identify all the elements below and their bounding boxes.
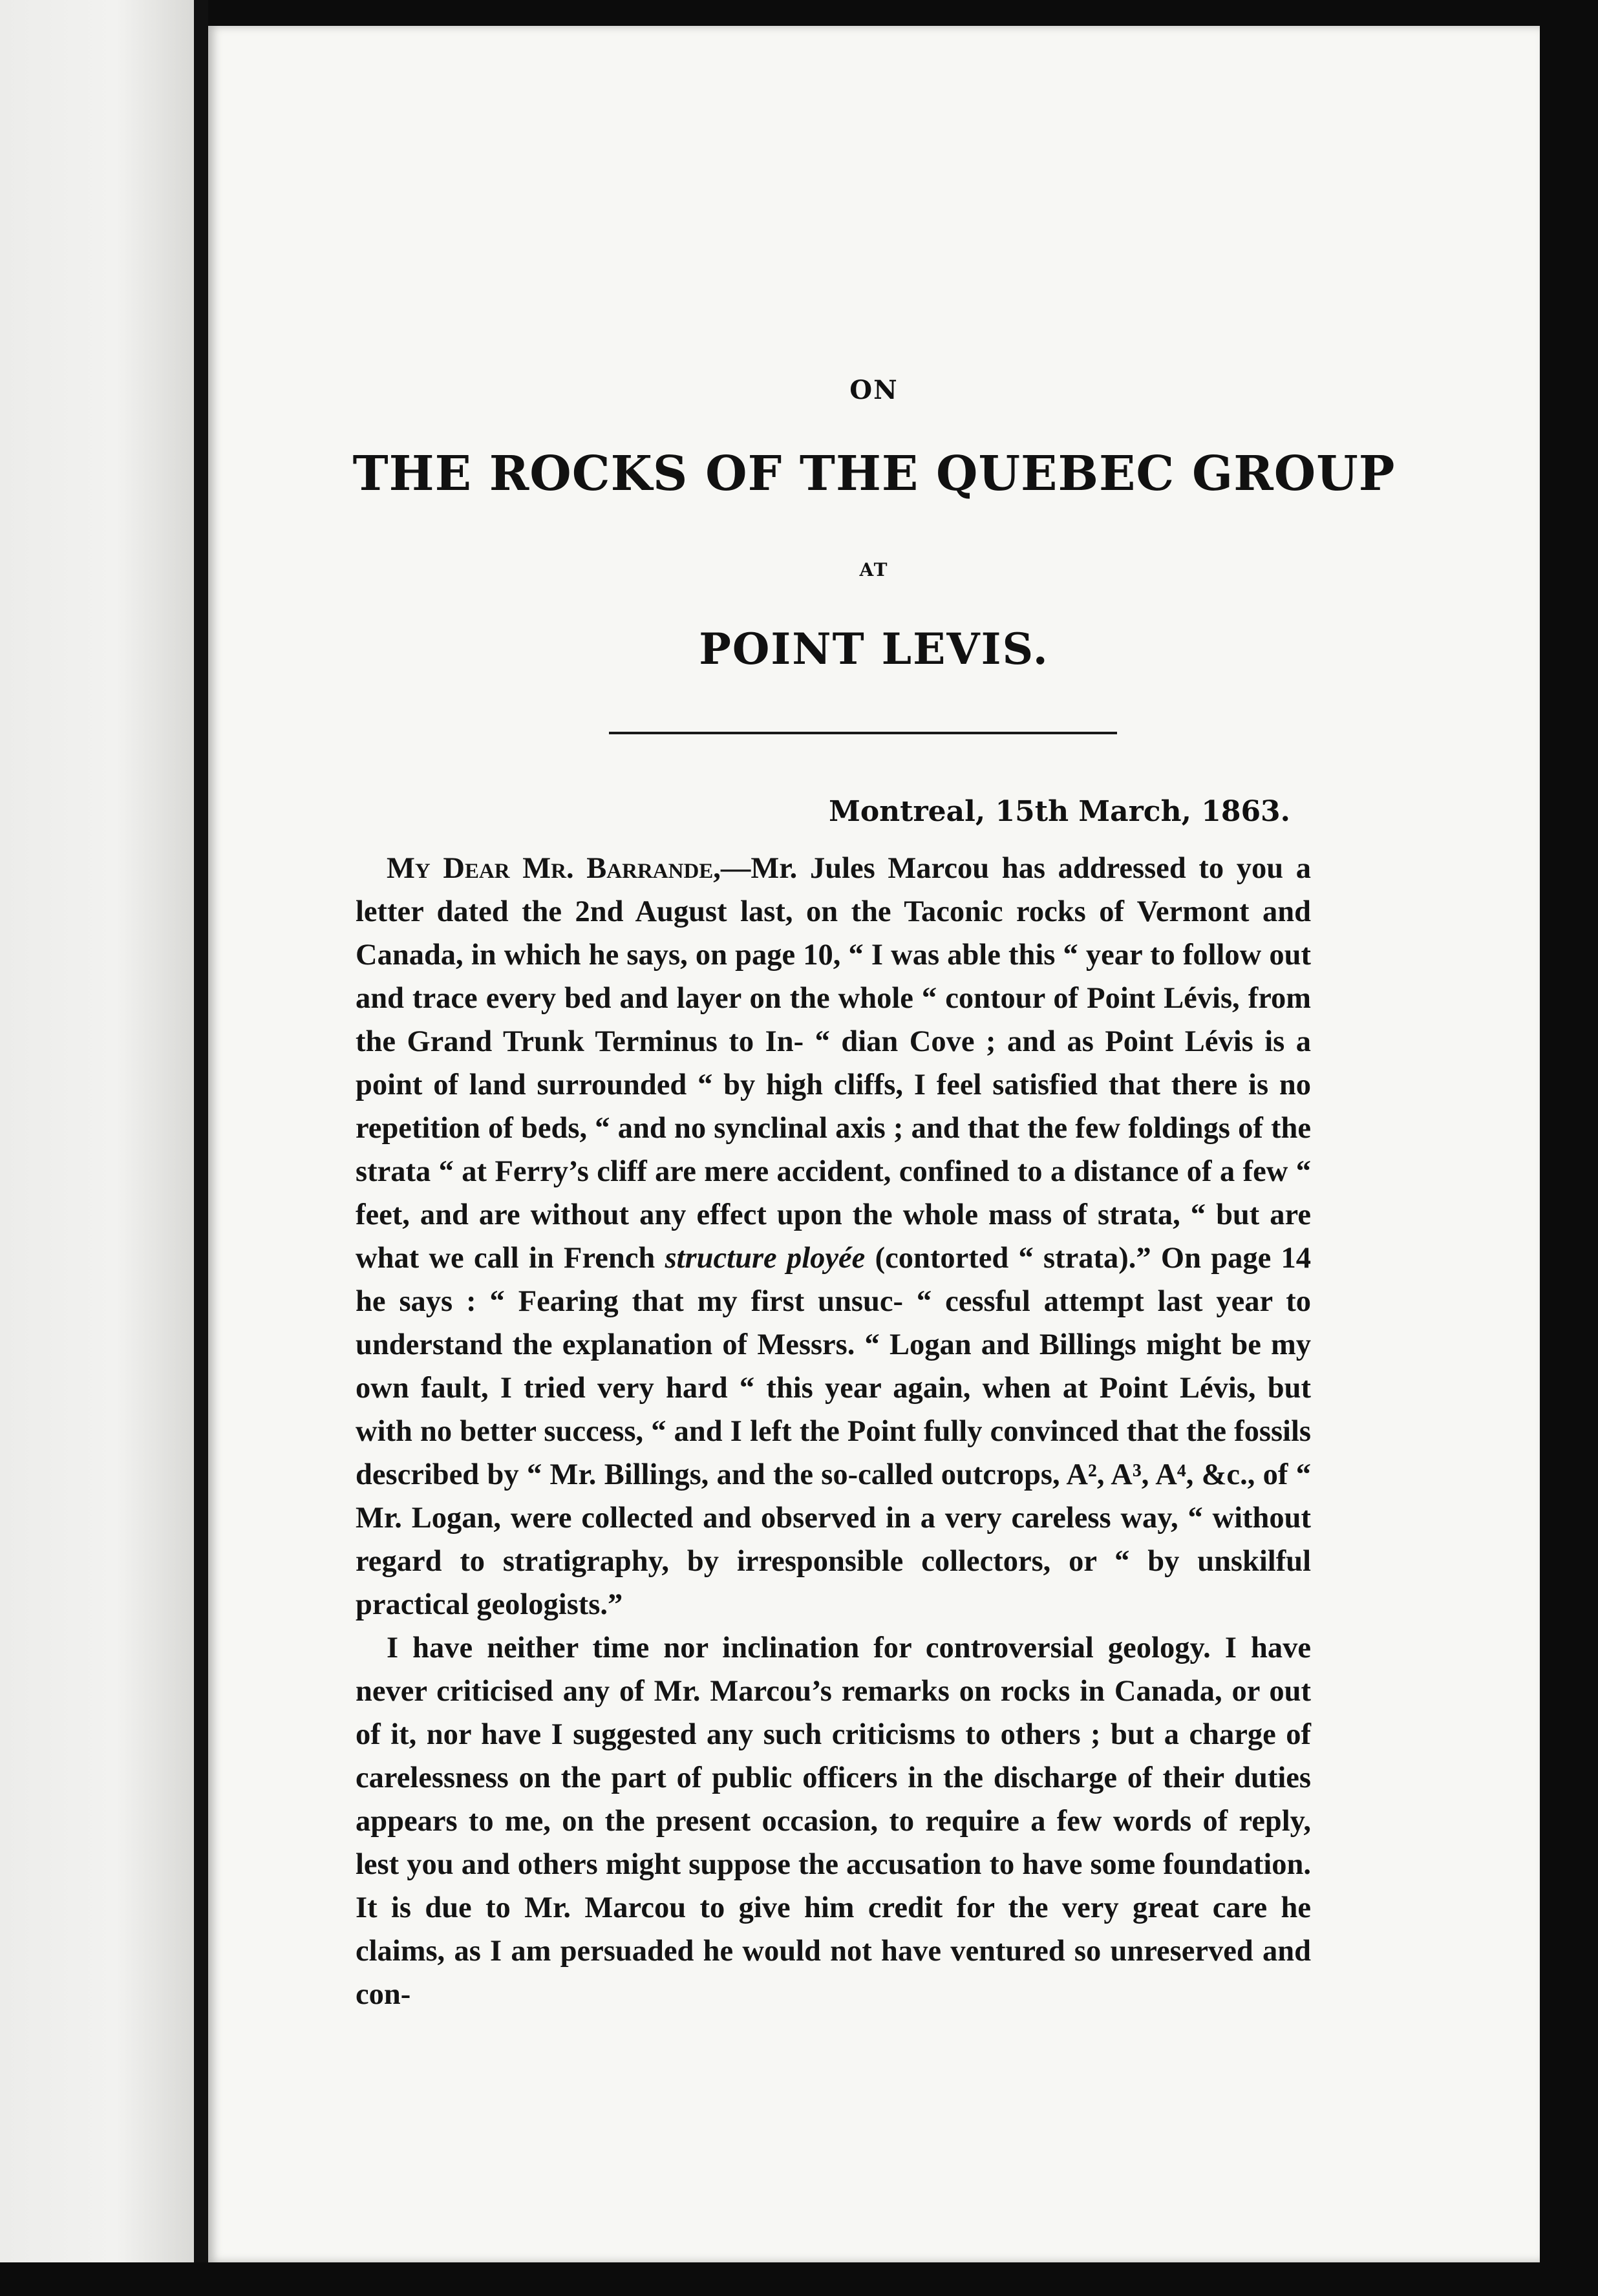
page-title: THE ROCKS OF THE QUEBEC GROUP <box>352 446 1396 502</box>
paragraph-1 <box>356 847 1311 1626</box>
book-gutter <box>194 0 208 2296</box>
title-prefix: ON <box>849 375 899 405</box>
facing-page-edge <box>0 0 194 2296</box>
letter-body <box>356 847 1311 2016</box>
paragraph-2: I have neither time nor inclination for controversial geology. I have never criticised any of Mr. Marcou’s remarks on rocks in Canada, or out of it, nor have I suggested any such criticisms to others ; but a charge of carelessness on the part of public officers in the discharge of their duties appears to me, on the present occasion, to require a few words of reply, lest you and others might suppose the accusation to have some foundation. It is due to Mr. Marcou to give him credit for the very great care he claims, as I am persuaded he would not have ventured so unreserved and con- <box>356 1632 1311 2011</box>
title-connector: AT <box>859 559 889 580</box>
dateline: Montreal, 15th March, 1863. <box>829 795 1290 828</box>
scan-border-bottom <box>0 2262 1598 2296</box>
title-rule <box>609 732 1117 734</box>
scan-border-right <box>1540 0 1598 2296</box>
italic-phrase: structure ployée <box>665 1242 866 1275</box>
paragraph-1-text-b: (contorted “ strata).” On page 14 he says : “ Fearing that my first unsuc- “ cessful attempt last year to understand the explanation of Messrs. “ Logan and Billings might be my own fault, I tried very hard “ this year again, when at Point Lévis, but with no better success, “ and I left the Point fully convinced that the fossils described by “ Mr. Billings, and the so-called outcrops, A², A³, A⁴, &c., of “ Mr. Logan, were collected and observed in a very careless way, “ without regard to stratigraphy, by irresponsible collectors, or “ by unskilful practical geologists.” <box>356 1242 1312 1621</box>
salutation: My Dear Mr. Barrande, <box>387 852 721 885</box>
title-place: POINT LEVIS. <box>699 624 1049 674</box>
paragraph-1-text-a: —Mr. Jules Marcou has addressed to you a letter dated the 2nd August last, on the Taconic rocks of Vermont and Canada, in which he says, on page 10, “ I was able this “ year to follow out and trace every bed and layer on the whole “ contour of Point Lévis, from the Grand Trunk Terminus to In- “ dian Cove ; and as Point Lévis is a point of land surrounded “ by high cliffs, I feel satisfied that there is no repetition of beds, “ and no synclinal axis ; and that the few foldings of the strata “ at Ferry’s cliff are mere accident, confined to a distance of a few “ feet, and are without any effect upon the whole mass of strata, “ but are what we call in French <box>356 852 1311 1275</box>
document-page <box>208 26 1540 2262</box>
